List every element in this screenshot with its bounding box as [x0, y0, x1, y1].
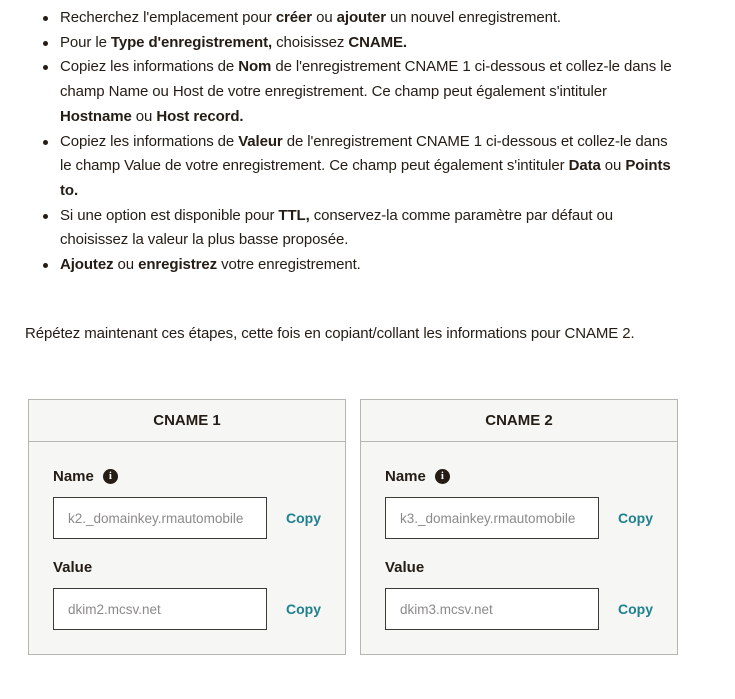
- cname2-value-input[interactable]: [385, 588, 599, 630]
- cname1-name-input[interactable]: [53, 497, 267, 539]
- info-icon[interactable]: i: [435, 469, 450, 484]
- cname1-card-title: CNAME 1: [29, 400, 345, 442]
- cname1-name-row: [53, 497, 321, 539]
- list-item: Copiez les informations de Valeur de l'enregistrement CNAME 1 ci-dessous et collez-le dans le champ Value de votre enregistrement. Ce champ peut également s'intituler Data ou Points to.: [60, 130, 682, 204]
- list-item: Recherchez l'emplacement pour créer ou ajouter un nouvel enregistrement.: [60, 6, 682, 31]
- cname2-value-label: Value: [385, 559, 425, 577]
- cname2-name-label: Name: [385, 468, 426, 486]
- cname1-name-label-row: [53, 467, 321, 486]
- list-item: Pour le Type d'enregistrement, choisissez CNAME.: [60, 31, 682, 56]
- info-icon[interactable]: i: [103, 469, 118, 484]
- cname1-name-copy-button[interactable]: Copy: [286, 510, 321, 527]
- cname2-name-copy-button[interactable]: Copy: [618, 510, 653, 527]
- cname2-name-input[interactable]: [385, 497, 599, 539]
- list-item: Ajoutez ou enregistrez votre enregistrement.: [60, 253, 682, 278]
- cname1-value-copy-button[interactable]: Copy: [286, 601, 321, 618]
- cname1-value-label-row: [53, 558, 321, 577]
- cname2-card: [360, 399, 678, 655]
- list-item: Si une option est disponible pour TTL, conservez-la comme paramètre par défaut ou choisissez la valeur la plus basse proposée.: [60, 204, 682, 253]
- cname1-card-body: [29, 442, 345, 654]
- cname1-name-label: Name: [53, 468, 94, 486]
- cname2-name-label-row: [385, 467, 653, 486]
- cname2-card-body: [361, 442, 677, 654]
- instruction-list: [0, 0, 682, 278]
- repeat-steps-paragraph: Répétez maintenant ces étapes, cette fois en copiant/collant les informations pour CNAME 2.: [25, 324, 635, 342]
- cname1-value-input[interactable]: [53, 588, 267, 630]
- cname1-card: [28, 399, 346, 655]
- cname2-value-row: [385, 588, 653, 630]
- cname1-value-label: Value: [53, 559, 93, 577]
- cname2-value-label-row: [385, 558, 653, 577]
- cname2-card-title: CNAME 2: [361, 400, 677, 442]
- cname1-value-row: [53, 588, 321, 630]
- cname-cards: [28, 399, 735, 655]
- cname2-name-row: [385, 497, 653, 539]
- list-item: Copiez les informations de Nom de l'enregistrement CNAME 1 ci-dessous et collez-le dans le champ Name ou Host de votre enregistrement. Ce champ peut également s'intituler Hostname ou Host record.: [60, 55, 682, 129]
- cname2-value-copy-button[interactable]: Copy: [618, 601, 653, 618]
